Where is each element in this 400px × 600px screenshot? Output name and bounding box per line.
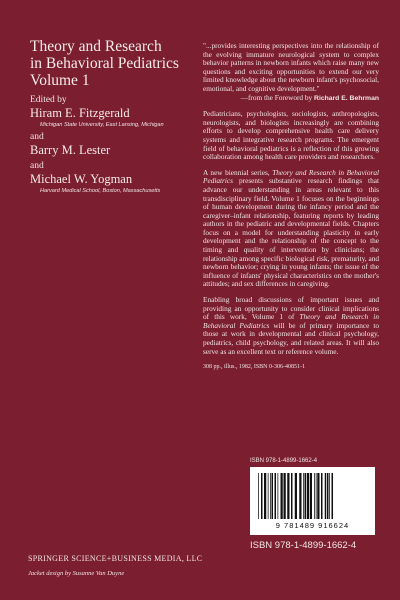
quote-source-name: Richard E. Behrman <box>314 94 379 102</box>
barcode <box>250 467 375 535</box>
editor-name-1: Hiram E. Fitzgerald <box>30 106 130 120</box>
and-label-1: and <box>30 132 44 142</box>
paragraph-2-body: presents substantive research findings that advance our understanding in areas relevant to this transdisciplinary field. Volume 1 focuses on the beginnings of human development during the infancy period and the caregiver–infant relationship, featuring reports by leading authors in the pediatric and developmental fields. Chapters focus on a model for understanding plasticity in early development and the relationship of the concept to the timing and quality of intervention by clinicians; the relationship among specific biological risk, prematurity, and newborn behavior; crying in young infants; the issue of the influence of infants' physical characteristics on the mother's attitudes; and sex differences in caregiving. <box>203 176 379 289</box>
barcode-bars <box>256 473 369 519</box>
book-info-line: 308 pp., illus., 1982, ISBN 0-306-40851-1 <box>203 364 305 371</box>
isbn-small: ISBN 978-1-4899-1662-4 <box>250 458 318 464</box>
title-line-2: in Behavioral Pediatrics <box>30 55 179 72</box>
editor-affiliation-1: Michigan State University, East Lansing, Michigan <box>40 122 164 128</box>
paragraph-3-body: will be of primary importance to those at work in developmental and clinical psychology, pediatrics, child psychology, and related areas. It will also serve as an excellent text or reference volume. <box>203 320 379 356</box>
series-title: Theory and Research in Behavioral Pediatrics <box>203 167 379 186</box>
book-title <box>30 38 198 89</box>
quote-source-prefix: —from the Foreword by <box>240 92 313 102</box>
editor-name-3: Michael W. Yogman <box>30 172 133 186</box>
edited-by-label: Edited by <box>30 95 67 105</box>
isbn-large: ISBN 978-1-4899-1662-4 <box>250 540 357 551</box>
description-paragraph-3 <box>203 296 379 356</box>
quote-source <box>203 94 379 104</box>
editor-affiliation-3: Harvard Medical School, Boston, Massachusetts <box>40 188 161 194</box>
title-line-1: Theory and Research <box>30 38 162 55</box>
paragraph-2-intro: A new biennial series, <box>203 167 273 177</box>
publisher-name: SPRINGER SCIENCE+BUSINESS MEDIA, LLC <box>28 554 203 563</box>
paragraph-3-intro: Enabling broad discussions of important issues and providing an opportunity to consider clinical implications of this work, Volume 1 of <box>203 295 379 322</box>
series-title-2: Theory and Research in Behavioral Pediatrics <box>203 312 379 330</box>
jacket-credit: Jacket design by Susanne Van Duyne <box>28 570 125 577</box>
foreword-quote: "...provides interesting perspectives into the relationship of the evolving immature neurological system to complex behavior patterns in newborn infants which raise many new questions and exciting opportunities to extend our very limited knowledge about the newborn infant's psychosocial, emotional, and cognitive development." <box>203 41 379 93</box>
description-paragraph-2 <box>203 169 379 289</box>
left-column <box>30 38 198 194</box>
and-label-2: and <box>30 161 44 171</box>
volume-label: Volume 1 <box>30 72 90 89</box>
barcode-digits: 9 781489 916624 <box>275 521 350 530</box>
description-paragraph-1: Pediatricians, psychologists, sociologists, anthropologists, neurologists, and biologists increasingly are combining efforts to develop comprehensive health care delivery systems and integrative research programs. The emergent field of behavioral pediatrics is a reflection of this growing collaboration among health care providers and researchers. <box>203 109 379 162</box>
editor-name-2: Barry M. Lester <box>30 143 111 157</box>
right-column <box>203 42 379 372</box>
